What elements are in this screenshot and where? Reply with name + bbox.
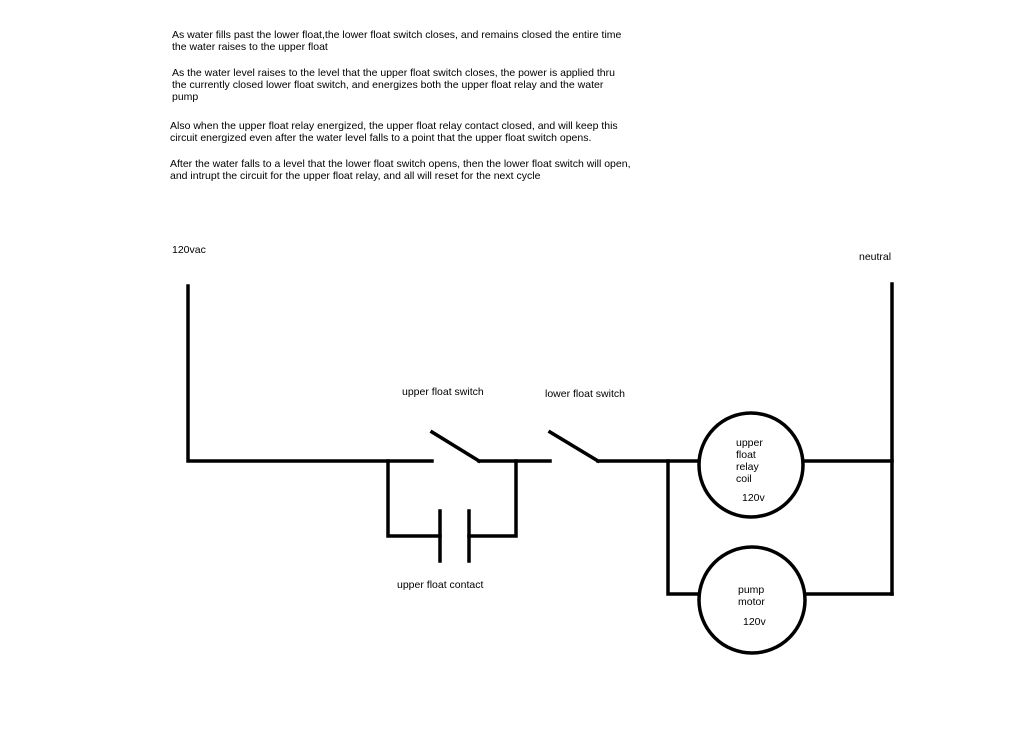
pump-motor-voltage: 120v bbox=[743, 616, 766, 628]
contact-branch-left bbox=[388, 461, 440, 536]
relay-coil-label bbox=[736, 437, 763, 485]
relay-coil-voltage: 120v bbox=[742, 492, 765, 504]
lower-float-switch-blade bbox=[550, 432, 598, 461]
note-line: circuit energized even after the water level falls to a point that the upper float switch opens. bbox=[170, 132, 592, 144]
note-line: the water raises to the upper float bbox=[172, 41, 328, 53]
relay-coil-line: coil bbox=[736, 473, 752, 485]
contact-branch-right bbox=[469, 461, 516, 536]
relay-coil-line: float bbox=[736, 449, 756, 461]
pump-motor-line: pump bbox=[738, 584, 765, 596]
note-line: and intrupt the circuit for the upper float relay, and all will reset for the next cycle bbox=[170, 170, 541, 182]
relay-coil-line: upper bbox=[736, 437, 763, 449]
upper-float-switch-blade bbox=[432, 432, 479, 461]
note-line: As water fills past the lower float,the lower float switch closes, and remains closed the entire time bbox=[172, 29, 622, 41]
upper-float-switch-label: upper float switch bbox=[402, 386, 484, 398]
upper-float-contact-label: upper float contact bbox=[397, 579, 484, 591]
neutral-label: neutral bbox=[859, 251, 892, 263]
supply-label: 120vac bbox=[172, 244, 206, 256]
note-line: pump bbox=[172, 91, 199, 103]
note-line: the currently closed lower float switch, and energizes both the upper float relay and the water bbox=[172, 79, 604, 91]
note-line: As the water level raises to the level that the upper float switch closes, the power is applied thru bbox=[172, 67, 615, 79]
supply-rail bbox=[188, 286, 432, 461]
pump-motor-line: motor bbox=[738, 596, 765, 608]
pump-motor-label bbox=[738, 584, 765, 608]
lower-float-switch-label: lower float switch bbox=[545, 388, 625, 400]
note-line: Also when the upper float relay energized, the upper float relay contact closed, and will keep this bbox=[170, 120, 618, 132]
relay-coil-line: relay bbox=[736, 461, 759, 473]
note-line: After the water falls to a level that the lower float switch opens, then the lower float switch will open, bbox=[170, 158, 631, 170]
pump-branch-wire bbox=[668, 461, 699, 594]
